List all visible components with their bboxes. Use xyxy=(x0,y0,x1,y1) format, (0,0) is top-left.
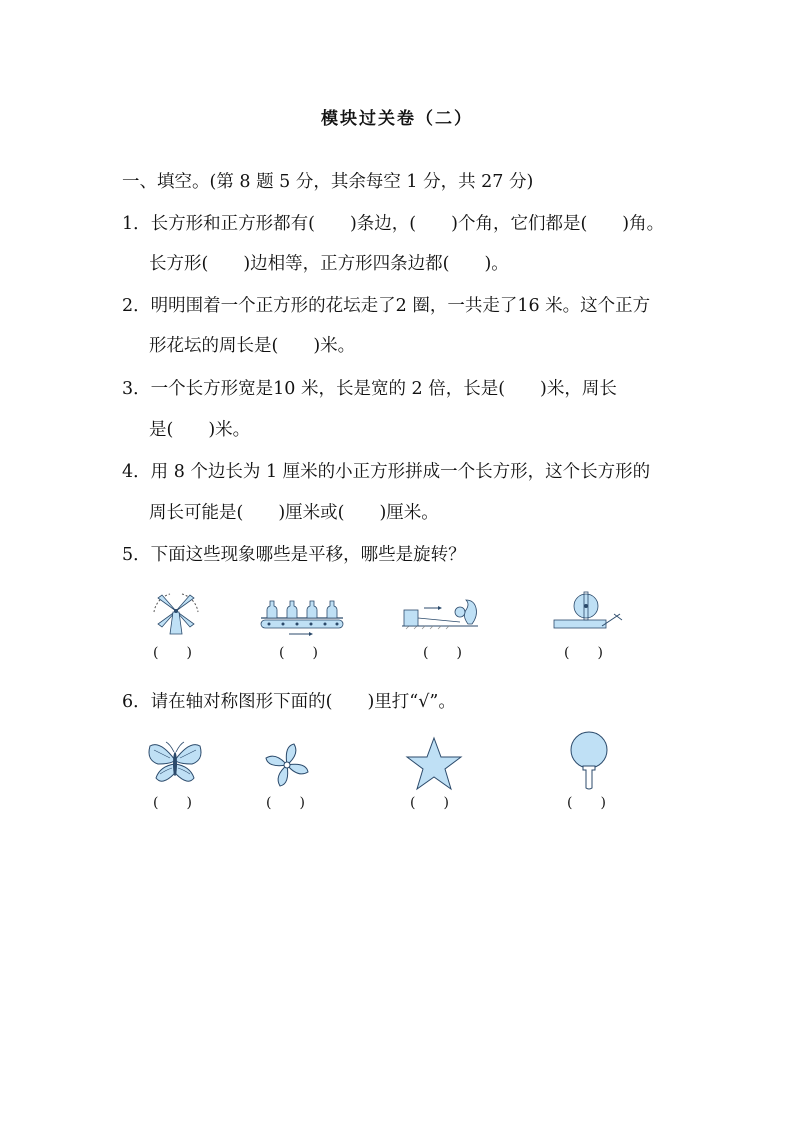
star-icon xyxy=(404,736,464,792)
question-1-line-1: 1．长方形和正方形都有( )条边，( )个角，它们都是( )角。 xyxy=(122,214,665,234)
q5-answer-blank-4[interactable]: ( ) xyxy=(564,645,603,661)
question-3-line-2: 是( )米。 xyxy=(149,420,251,440)
q6-answer-blank-1[interactable]: ( ) xyxy=(153,795,192,811)
q5-answer-blank-3[interactable]: ( ) xyxy=(423,645,462,661)
section-heading: 一、填空。(第 8 题 5 分，其余每空 1 分，共 27 分) xyxy=(122,172,534,192)
q5-answer-blank-2[interactable]: ( ) xyxy=(279,645,318,661)
page-title: 模块过关卷（二） xyxy=(321,109,473,129)
question-2-line-1: 2．明明围着一个正方形的花坛走了2 圈，一共走了16 米。这个正方 xyxy=(122,296,651,316)
question-1-line-2: 长方形( )边相等，正方形四条边都( )。 xyxy=(149,254,509,274)
ping-pong-paddle-icon xyxy=(566,730,612,792)
butterfly-icon xyxy=(146,740,204,788)
pinwheel-icon xyxy=(262,740,312,790)
q6-answer-blank-3[interactable]: ( ) xyxy=(410,795,449,811)
windmill-icon xyxy=(148,590,204,636)
question-2-line-2: 形花坛的周长是( )米。 xyxy=(149,336,356,356)
question-4-line-1: 4．用 8 个边长为 1 厘米的小正方形拼成一个长方形，这个长方形的 xyxy=(122,462,651,482)
grinding-wheel-icon xyxy=(552,590,624,634)
q6-answer-blank-2[interactable]: ( ) xyxy=(266,795,305,811)
q6-answer-blank-4[interactable]: ( ) xyxy=(567,795,606,811)
squirrel-pulling-box-icon xyxy=(400,596,480,632)
question-4-line-2: 周长可能是( )厘米或( )厘米。 xyxy=(149,503,439,523)
question-5-text: 5．下面这些现象哪些是平移，哪些是旋转？ xyxy=(122,545,466,565)
q5-answer-blank-1[interactable]: ( ) xyxy=(153,645,192,661)
question-6-text: 6．请在轴对称图形下面的( )里打“√”。 xyxy=(122,692,456,712)
bottle-conveyor-icon xyxy=(257,598,347,638)
question-3-line-1: 3．一个长方形宽是10 米，长是宽的 2 倍，长是( )米，周长 xyxy=(122,379,617,399)
